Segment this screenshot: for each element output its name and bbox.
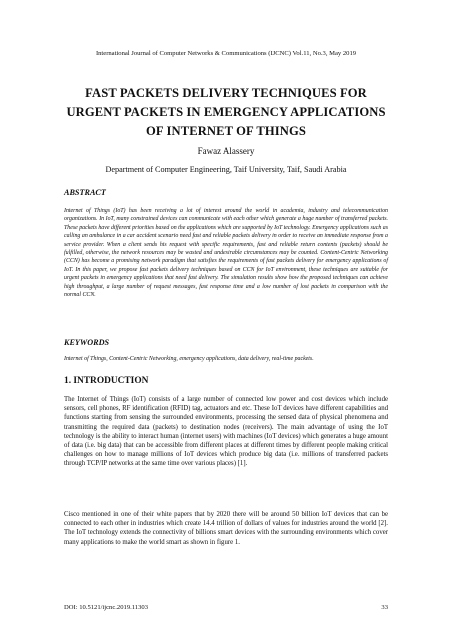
paper-title — [40, 84, 412, 141]
page-number: 33 — [381, 604, 388, 611]
keywords-heading: KEYWORDS — [64, 338, 110, 347]
intro-paragraph-2: Cisco mentioned in one of their white papers that by 2020 there will be around 50 billion IoT devices that can be connected to each other in industries which create 14.4 trillion of dollars of values for industries around the world [2]. The IoT technology extends the connectivity of billions smart devices with the surrounding environments which cover many applications to make the world smart as shown in figure 1. — [64, 511, 388, 546]
keywords-text: Internet of Things, Content-Centric Networking, emergency applications, data delivery, real-time packets. — [64, 356, 314, 362]
author-affiliation: Department of Computer Engineering, Taif University, Taif, Saudi Arabia — [105, 165, 347, 174]
doi-footer: DOI: 10.5121/ijcnc.2019.11303 — [64, 604, 148, 611]
journal-header: International Journal of Computer Networks & Communications (IJCNC) Vol.11, No.3, May 2019 — [95, 50, 357, 57]
title-line-3: OF INTERNET OF THINGS — [146, 124, 306, 138]
abstract-text: Internet of Things (IoT) has been receiving a lot of interest around the world in academia, industry and telecommunication organizations. In IoT, many constrained devices can communicate with each other which generate a huge number of transferred packets. These packets have different priorities based on the applications which are supported by IoT technology. Emergency applications such as calling an ambulance in a car accident scenario need fast and reliable packets delivery in order to receive an immediate response from a service provider. When a client sends his request with specific requirements, fast and reliable return contents (packets) should be fulfilled, otherwise, the network resources may be wasted and undesirable circumstances may be counted. Content-Centric Networking (CCN) has become a promising network paradigm that satisfies the requirements of fast packets delivery for emergency applications of IoT. In this paper, we propose fast packets delivery techniques based on CCN for IoT environment, these techniques are suitable for urgent packets in emergency applications that need fast delivery. The simulation results show how the proposed techniques can achieve high throughput, a large number of request messages, fast response time and a low number of lost packets in comparison with the normal CCN. — [64, 208, 388, 299]
title-line-2: URGENT PACKETS IN EMERGENCY APPLICATIONS — [66, 105, 386, 119]
author-name: Fawaz Alassery — [197, 146, 255, 156]
abstract-heading: ABSTRACT — [64, 188, 106, 197]
title-line-1: FAST PACKETS DELIVERY TECHNIQUES FOR — [85, 86, 367, 100]
introduction-heading: 1. INTRODUCTION — [64, 376, 149, 386]
intro-paragraph-1: The Internet of Things (IoT) consists of a large number of connected low power and cost devices which include sensors, cell phones, RF identification (RFID) tag, actuators and etc. These IoT devices have different capabilities and functions starting from sensing the surrounded environments, processing the sensed data of physical phenomena and transmitting the required data (packets) to destination nodes (receivers). The main advantage of using the IoT technology is the ability to interact human (internet users) with machines (IoT devices) which generates a huge amount of data (i.e. big data) that can be accessible from different places at different times by different people making critical challenges on how to manage millions of IoT devices which produce big data (i.e. millions of transferred packets through TCP/IP networks at the same time over various places) [1]. — [64, 396, 388, 468]
